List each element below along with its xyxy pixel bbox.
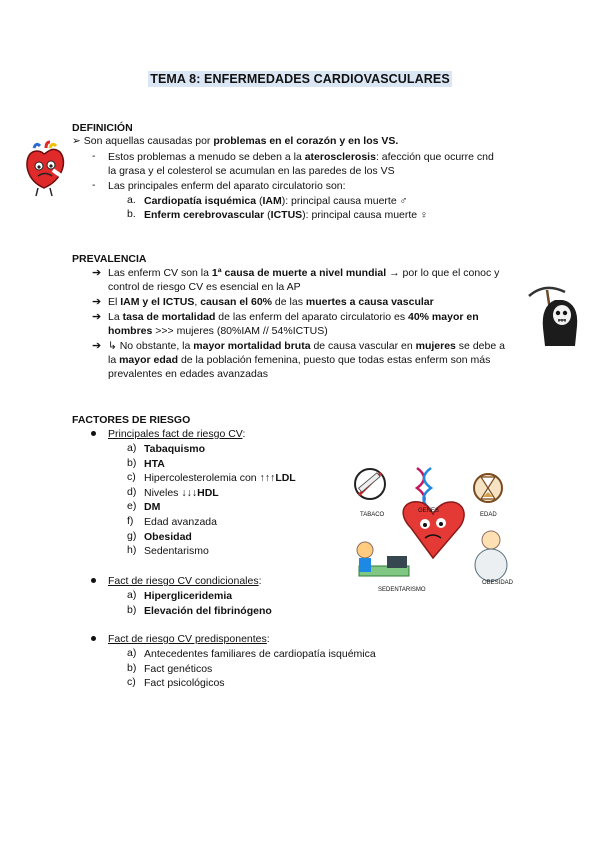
list-item: Edad avanzada (144, 516, 217, 528)
list-item: Hipercolesterolemia con ↑↑↑LDL (144, 472, 296, 485)
illustration-label-sedentarismo: SEDENTARISMO (378, 587, 426, 593)
section-heading-prevalencia: PREVALENCIA (72, 253, 147, 265)
list-item: HTA (144, 457, 165, 470)
factores-group-3-title: Fact de riesgo CV predisponentes: (108, 633, 270, 645)
illustration-label-genes: GENES (418, 508, 440, 514)
list-marker: b) (127, 661, 137, 674)
list-marker: a. (127, 194, 136, 206)
list-item: Fact psicológicos (144, 677, 225, 690)
prevalencia-item-4-line2: la mayor edad de la población femenina, puesto que todas estas enferm son más (108, 354, 491, 366)
bullet-dot (91, 636, 96, 641)
list-item: Niveles ↓↓↓HDL (144, 486, 219, 499)
prevalencia-item-1: Las enferm CV son la 1ª causa de muerte a nivel mundial → por lo que el conoc y (108, 267, 500, 279)
list-marker: g) (127, 529, 137, 542)
list-marker: e) (127, 500, 137, 513)
right-arrow-icon: ➔ (92, 311, 102, 323)
list-item: Hipergliceridemia (144, 590, 233, 602)
right-arrow-icon: ➔ (92, 340, 102, 352)
risk-factors-illustration (345, 462, 515, 597)
page-title (0, 72, 600, 86)
page-title-text: TEMA 8: ENFERMEDADES CARDIOVASCULARES (150, 72, 450, 86)
definicion-intro: ➢ Son aquellas causadas por problemas en el corazón y en los VS. (72, 135, 399, 147)
bullet-dot (91, 578, 96, 583)
dash-bullet: - (92, 150, 96, 162)
dash-bullet: - (92, 179, 96, 191)
factores-group-2-title: Fact de riesgo CV condicionales: (108, 575, 262, 587)
cartoon-heart-illustration (22, 140, 72, 198)
illustration-label-tabaco: TABACO (360, 512, 385, 518)
list-marker: a) (127, 442, 137, 454)
feather-arrow-icon: ➢ (72, 135, 81, 147)
list-item: Fact genéticos (144, 662, 213, 675)
list-marker: b) (127, 456, 137, 469)
list-item: DM (144, 501, 161, 514)
definicion-item-1: Estos problemas a menudo se deben a la aterosclerosis: afección que ocurre cnd (108, 151, 494, 163)
definicion-sub-a: Cardiopatía isquémica (IAM): principal causa muerte ♂ (144, 195, 408, 207)
list-marker: d) (127, 485, 137, 498)
section-heading-factores: FACTORES DE RIESGO (72, 414, 191, 426)
prevalencia-item-3-line2: hombres >>> mujeres (80%IAM // 54%ICTUS) (108, 325, 328, 337)
factores-group-1-title: Principales fact de riesgo CV: (108, 428, 246, 440)
list-marker: a) (127, 589, 137, 601)
list-item: Obesidad (144, 530, 192, 543)
list-item: Sedentarismo (144, 545, 209, 558)
list-item: Elevación del fibrinógeno (144, 604, 272, 617)
list-marker: h) (127, 544, 137, 557)
prevalencia-item-4: ↳ No obstante, la mayor mortalidad bruta de causa vascular en mujeres se debe a (108, 340, 505, 352)
list-marker: f) (127, 515, 134, 527)
list-item: Antecedentes familiares de cardiopatía isquémica (144, 648, 376, 660)
list-item: Tabaquismo (144, 443, 206, 455)
list-marker: a) (127, 647, 137, 659)
section-heading-definicion: DEFINICIÓN (72, 122, 133, 134)
right-arrow-icon: ➔ (92, 267, 102, 279)
prevalencia-item-4-line3: prevalentes en edades avanzadas (108, 368, 268, 380)
prevalencia-item-3: La tasa de mortalidad de las enferm del aparato circulatorio es 40% mayor en (108, 311, 479, 323)
list-marker: c) (127, 676, 136, 689)
list-marker: b) (127, 603, 137, 616)
right-arrow-icon: ➔ (92, 296, 102, 308)
illustration-label-obesidad: OBESIDAD (482, 580, 514, 586)
definicion-item-2: Las principales enferm del aparato circulatorio son: (108, 180, 346, 192)
definicion-sub-b: Enferm cerebrovascular (ICTUS): principal causa muerte ♀ (144, 209, 428, 221)
prevalencia-item-2: El IAM y el ICTUS, causan el 60% de las muertes a causa vascular (108, 296, 434, 308)
prevalencia-item-1-line2: control de riesgo CV es esencial en la AP (108, 281, 301, 293)
illustration-label-edad: EDAD (480, 512, 497, 518)
definicion-item-1-line2: la grasa y el colesterol se acumulan en las paredes de los VS (108, 165, 395, 177)
list-marker: b. (127, 208, 136, 220)
list-marker: c) (127, 471, 136, 484)
grim-reaper-illustration (525, 282, 587, 348)
bullet-dot (91, 431, 96, 436)
